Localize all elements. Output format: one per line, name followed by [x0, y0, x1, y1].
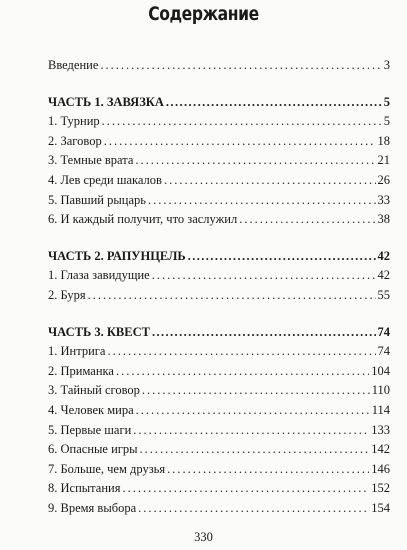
toc-entry-page: 3 [383, 58, 390, 72]
toc-entry-label: 1. Глаза завидущие [48, 268, 150, 283]
toc-entry-intro[interactable] [48, 58, 390, 78]
toc-entry-page: 26 [377, 172, 390, 187]
toc-entry[interactable] [48, 364, 390, 384]
toc-entry[interactable] [48, 288, 390, 308]
toc-entry-label: 2. Буря [48, 287, 86, 302]
toc-entry[interactable] [48, 423, 390, 443]
toc-entry-page: 5 [383, 114, 390, 129]
toc-entry-page: 21 [377, 153, 390, 168]
toc-entry[interactable] [48, 462, 390, 482]
toc-entry[interactable] [48, 212, 390, 232]
toc-entry-page: 114 [371, 402, 390, 417]
dot-leader [167, 462, 369, 477]
dot-leader [148, 193, 376, 208]
toc-entry[interactable] [48, 173, 390, 193]
toc-entry-label: 6. И каждый получит, что заслужил [48, 212, 238, 227]
toc-entry-label: 5. Первые шаги [48, 422, 132, 437]
toc-entry[interactable] [48, 403, 390, 423]
toc-entry-page: 38 [377, 212, 390, 227]
dot-leader [239, 212, 375, 227]
dot-leader [188, 249, 376, 264]
dot-leader [104, 134, 376, 149]
toc-entry-label: Введение [48, 58, 99, 72]
toc-entry-page: 142 [371, 442, 390, 457]
toc-part-2[interactable] [48, 249, 390, 269]
toc-part-page: 5 [383, 94, 390, 109]
toc-entry-label: 1. Интрига [48, 344, 106, 359]
toc-part-1[interactable] [48, 95, 390, 115]
toc-entry-label: 4. Лев среди шакалов [48, 172, 162, 187]
toc-entry-page: 146 [371, 461, 390, 476]
dot-leader [133, 423, 369, 438]
toc-entry-label: 7. Больше, чем друзья [48, 461, 166, 476]
toc-entry-label: 9. Время выбора [48, 500, 137, 515]
toc-entry-page: 18 [377, 133, 390, 148]
toc-entry-label: 5. Павший рыцарь [48, 192, 146, 207]
toc-entry[interactable] [48, 114, 390, 134]
toc-entry-page: 104 [371, 363, 390, 378]
toc-entry-label: 1. Турнир [48, 114, 100, 129]
dot-leader [140, 442, 370, 457]
toc-entry[interactable] [48, 268, 390, 288]
dot-leader [166, 95, 382, 110]
toc-entry-page: 42 [377, 268, 390, 283]
toc-entry[interactable] [48, 344, 390, 364]
toc-entry-label: 2. Заговор [48, 133, 102, 148]
dot-leader [116, 364, 369, 379]
toc-entry[interactable] [48, 134, 390, 154]
toc-entry-page: 33 [377, 192, 390, 207]
dot-leader [152, 325, 376, 340]
toc-part-label: ЧАСТЬ 2. РАПУНЦЕЛЬ [48, 248, 186, 263]
toc-entry-label: 6. Опасные игры [48, 442, 138, 457]
toc-entry-page: 152 [371, 481, 390, 496]
toc-entry-page: 74 [377, 344, 390, 359]
toc-entry[interactable] [48, 481, 390, 501]
dot-leader [136, 403, 370, 418]
toc-entry-label: 2. Приманка [48, 363, 114, 378]
toc-part-label: ЧАСТЬ 3. КВЕСТ [48, 324, 150, 339]
toc-entry[interactable] [48, 153, 390, 173]
dot-leader [138, 501, 369, 516]
dot-leader [135, 153, 375, 168]
dot-leader [107, 344, 375, 359]
toc-entry-page: 133 [371, 422, 390, 437]
toc-entry-page: 154 [371, 500, 390, 515]
toc-part-page: 74 [377, 324, 390, 339]
toc-part-label: ЧАСТЬ 1. ЗАВЯЗКА [48, 94, 164, 109]
dot-leader [152, 268, 376, 283]
toc-part-3[interactable] [48, 325, 390, 345]
dot-leader [164, 173, 376, 188]
toc-entry-label: 3. Тайный сговор [48, 383, 140, 398]
toc-entry-label: 3. Темные врата [48, 153, 134, 168]
toc-part-page: 42 [377, 248, 390, 263]
table-of-contents [48, 58, 390, 520]
toc-entry[interactable] [48, 501, 390, 521]
dot-leader [100, 58, 381, 73]
toc-entry[interactable] [48, 442, 390, 462]
page-number: 330 [194, 530, 213, 544]
dot-leader [142, 383, 370, 398]
toc-entry[interactable] [48, 383, 390, 403]
page-title: Содержание [148, 3, 259, 25]
dot-leader [102, 114, 382, 129]
toc-entry[interactable] [48, 193, 390, 213]
toc-entry-page: 55 [377, 287, 390, 302]
dot-leader [122, 481, 369, 496]
dot-leader [88, 288, 376, 303]
toc-entry-label: 8. Испытания [48, 481, 121, 496]
toc-entry-page: 110 [371, 383, 390, 398]
toc-entry-label: 4. Человек мира [48, 402, 134, 417]
